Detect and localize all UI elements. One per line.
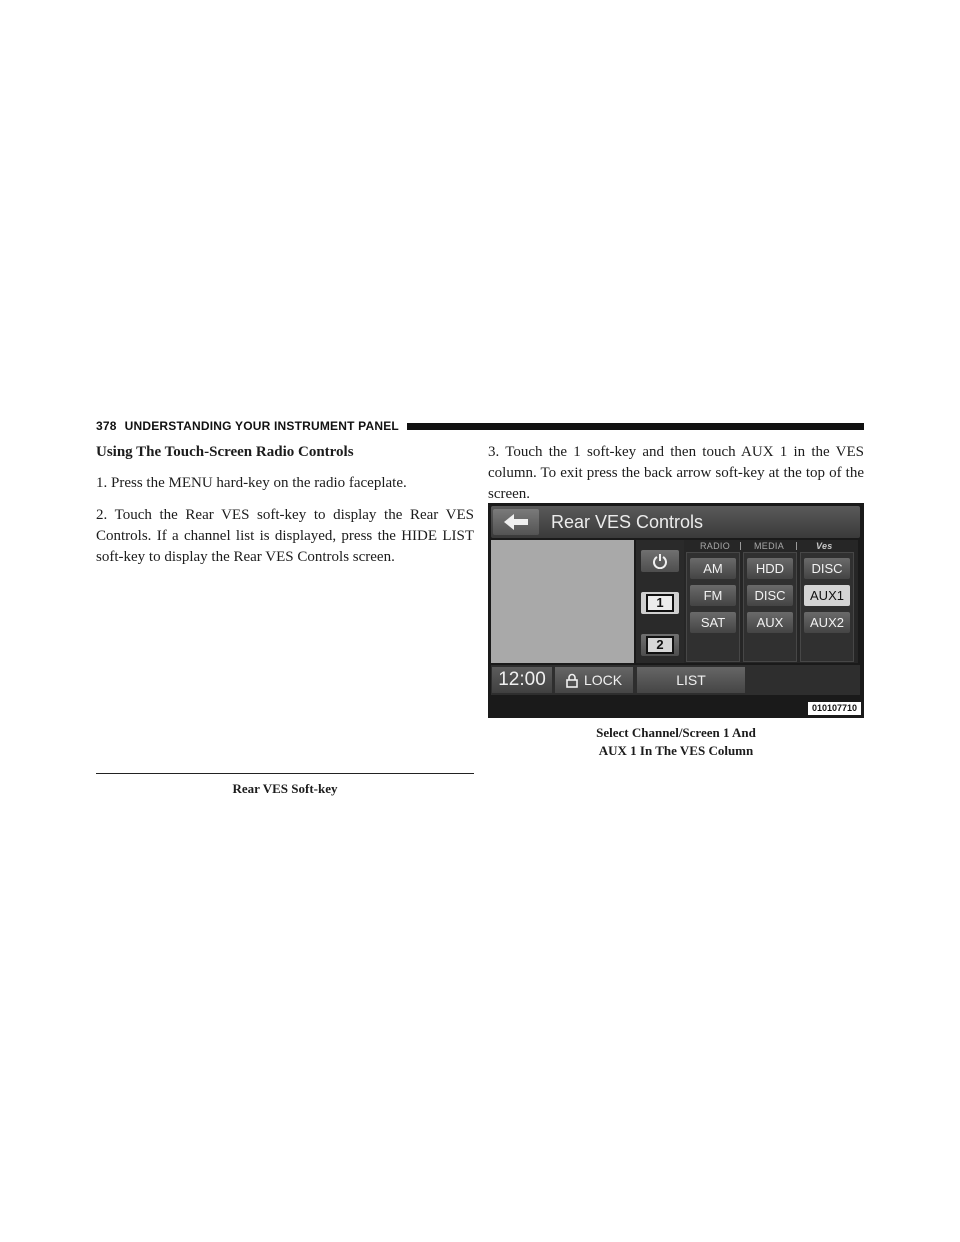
aux-button[interactable]: AUX bbox=[747, 612, 793, 633]
media-disc-button[interactable]: DISC bbox=[747, 585, 793, 606]
caption-right-line-2: AUX 1 In The VES Column bbox=[598, 743, 754, 758]
channel-2-label: 2 bbox=[646, 636, 674, 654]
aux1-button[interactable]: AUX1 bbox=[804, 585, 850, 606]
screen-title: Rear VES Controls bbox=[551, 512, 704, 532]
step-3: 3. Touch the 1 soft-key and then touch AUX 1 in the VES column. To exit press the back arrow soft-key at the top of the screen. bbox=[488, 444, 864, 502]
step-2: 2. Touch the Rear VES soft-key to display the Rear VES Controls. If a channel list is displayed, press the HIDE LIST soft-key to display the Rear VES Controls screen. bbox=[96, 507, 474, 565]
clock-display: 12:00 bbox=[492, 667, 552, 693]
lock-icon bbox=[566, 673, 578, 688]
power-icon bbox=[652, 553, 668, 569]
channel-1-label: 1 bbox=[646, 594, 674, 612]
channel-panel bbox=[636, 540, 686, 663]
ves-column-label: Ves bbox=[816, 541, 833, 551]
lock-label: LOCK bbox=[583, 672, 623, 688]
image-code: 010107710 bbox=[808, 702, 861, 715]
list-button[interactable]: LIST bbox=[637, 667, 745, 693]
figure-rule bbox=[96, 773, 474, 774]
step-1: 1. Press the MENU hard-key on the radio faceplate. bbox=[96, 475, 407, 491]
radio-column-label: RADIO bbox=[700, 541, 731, 551]
hdd-button[interactable]: HDD bbox=[747, 558, 793, 579]
channel-1-button[interactable] bbox=[641, 592, 679, 614]
figure-caption-left: Rear VES Soft-key bbox=[232, 781, 338, 796]
back-arrow-icon bbox=[503, 513, 529, 531]
am-button[interactable]: AM bbox=[690, 558, 736, 579]
power-button[interactable] bbox=[641, 550, 679, 572]
sat-button[interactable]: SAT bbox=[690, 612, 736, 633]
radio-column bbox=[686, 552, 740, 662]
back-arrow-button[interactable] bbox=[493, 509, 539, 535]
caption-right-line-1: Select Channel/Screen 1 And bbox=[596, 725, 756, 740]
section-title: UNDERSTANDING YOUR INSTRUMENT PANEL bbox=[124, 419, 399, 433]
ves-disc-button[interactable]: DISC bbox=[804, 558, 850, 579]
running-header bbox=[96, 418, 864, 434]
section-heading: Using The Touch-Screen Radio Controls bbox=[96, 444, 354, 460]
video-preview-area bbox=[491, 540, 634, 663]
screen-title-bar bbox=[491, 506, 860, 538]
header-rule bbox=[407, 423, 864, 430]
left-column bbox=[96, 442, 474, 579]
media-column bbox=[743, 552, 797, 662]
media-column-label: MEDIA bbox=[754, 541, 785, 551]
channel-2-button[interactable] bbox=[641, 634, 679, 656]
ves-column bbox=[800, 552, 854, 662]
fm-button[interactable]: FM bbox=[690, 585, 736, 606]
aux2-button[interactable]: AUX2 bbox=[804, 612, 850, 633]
status-bar bbox=[491, 665, 860, 695]
source-grid bbox=[684, 540, 858, 663]
rear-ves-screen-image bbox=[488, 503, 864, 718]
lock-button[interactable] bbox=[555, 667, 633, 693]
column-separator bbox=[740, 542, 741, 550]
page-number: 378 bbox=[96, 419, 117, 433]
column-separator bbox=[796, 542, 797, 550]
figure-caption-right bbox=[488, 724, 864, 760]
